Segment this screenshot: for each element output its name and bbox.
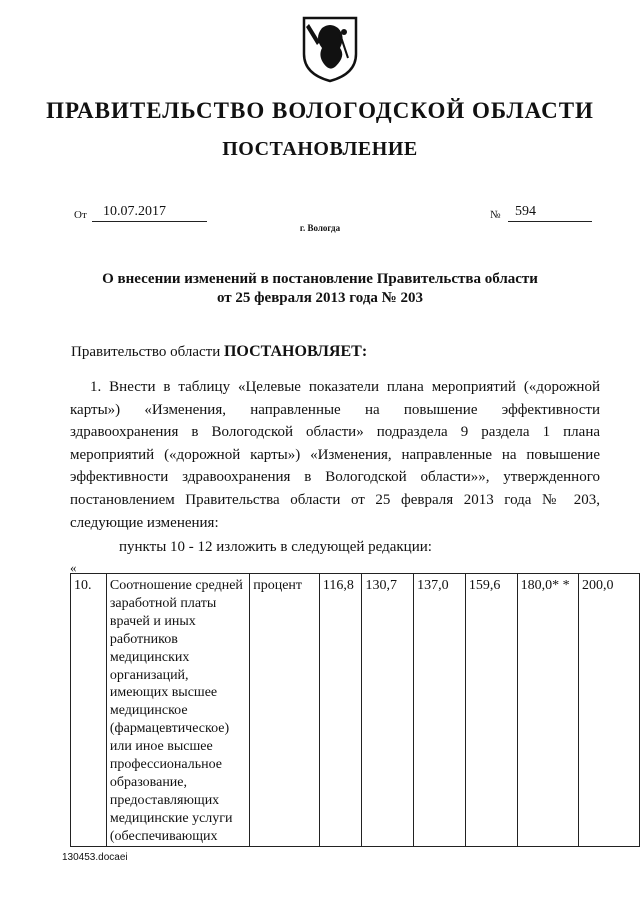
decree-verb: ПОСТАНОВЛЯЕТ: — [223, 343, 368, 360]
paragraph-1-text: 1. Внести в таблицу «Целевые показатели плана мероприятий («дорожной карты») «Изменения, направленные на повышение эффективности здравоохранения в Вологодской области» подраздела 9 раздела 1 плана мероприятий («дорожной карты») «Изменения, направленные на повышение эффективности здравоохранения в Вологодской области»», утвержденного постановлением Правительства области от 25 февраля 2013 года № 203, следующие изменения: — [70, 379, 600, 531]
open-quote: « — [70, 560, 77, 575]
unit-cell: процент — [250, 574, 320, 847]
value-cell-6: 200,0 — [579, 574, 640, 847]
coat-of-arms-icon — [300, 14, 360, 84]
indicators-table — [70, 573, 640, 847]
value-cell-5: 180,0* * — [517, 574, 578, 847]
city-label: г. Вологда — [299, 223, 341, 233]
value-cell-4: 159,6 — [465, 574, 517, 847]
value-cell-1: 116,8 — [319, 574, 362, 847]
footer-code: 130453.docaei — [62, 852, 128, 863]
government-title: ПРАВИТЕЛЬСТВО ВОЛОГОДСКОЙ ОБЛАСТИ — [46, 98, 594, 123]
subject-line-1: О внесении изменений в постановление Правительства области — [102, 271, 538, 287]
date-value: 10.07.2017 — [103, 204, 166, 219]
decree-statement — [71, 343, 367, 361]
row-number: 10. — [71, 574, 107, 847]
decree-prefix: Правительство области — [71, 344, 221, 360]
number-label: № — [490, 209, 501, 221]
paragraph-2: пункты 10 - 12 изложить в следующей редакции: — [119, 539, 432, 555]
subject-heading — [0, 270, 640, 308]
date-label: От — [74, 209, 87, 221]
value-cell-3: 137,0 — [414, 574, 466, 847]
date-underline — [92, 221, 207, 222]
document-type: ПОСТАНОВЛЕНИЕ — [222, 138, 418, 160]
body-paragraph — [70, 376, 600, 534]
number-underline — [508, 221, 592, 222]
value-cell-2: 130,7 — [362, 574, 414, 847]
table-row — [71, 574, 640, 847]
subject-line-2: от 25 февраля 2013 года № 203 — [217, 290, 423, 306]
number-value: 594 — [515, 204, 536, 219]
indicator-name: Соотношение средней заработной платы врачей и иных работников медицинских организаций, имеющих высшее медицинское (фармацевтическое) или иное высшее профессиональное образование, предоставляющих медицинские услуги (обеспечивающих — [106, 574, 249, 847]
